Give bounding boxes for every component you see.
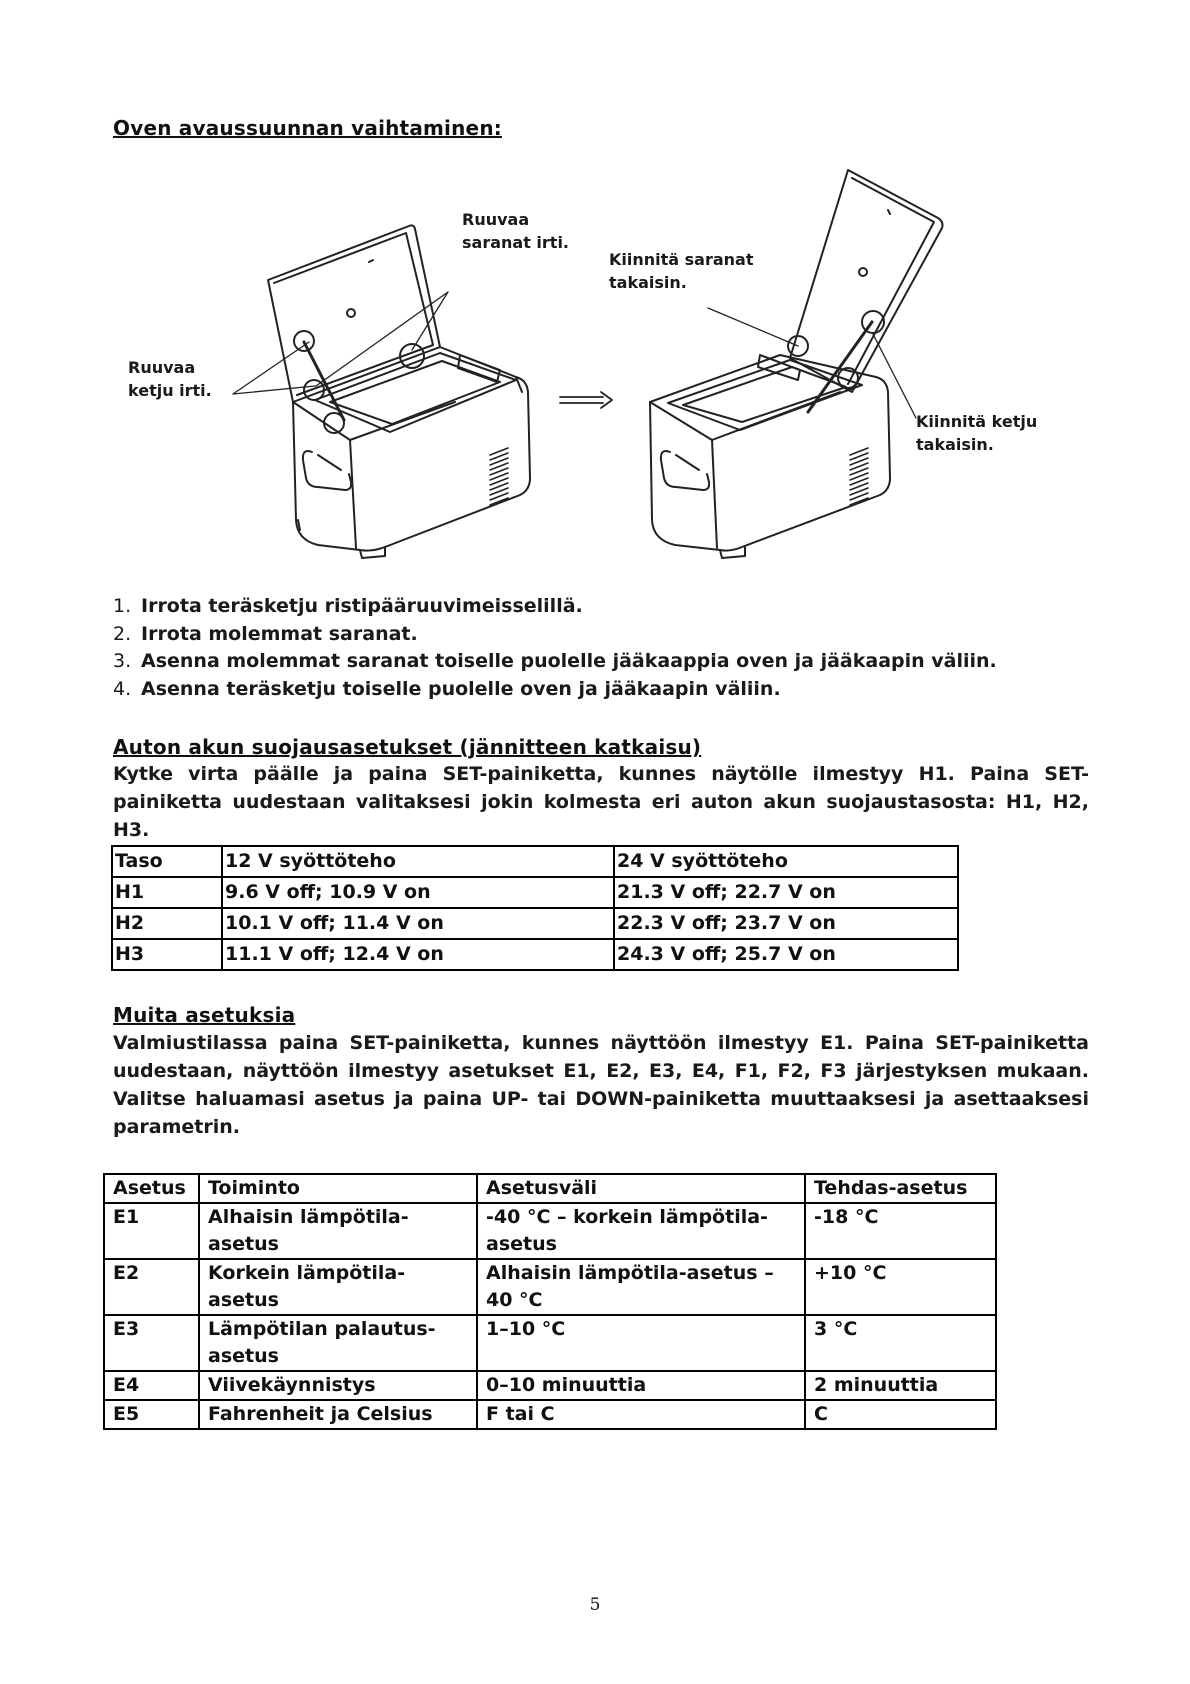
table-row [112,877,958,908]
table-cell: Fahrenheit ja Celsius [199,1400,477,1429]
battery-protection-paragraph: Kytke virta päälle ja paina SET-painiketta, kunnes näytölle ilmestyy H1. Paina SET-painiketta uudestaan valitaksesi jokin kolmesta eri auton akun suojaustasosta: H1, H2, H3. [113,763,1089,841]
table-cell: F tai C [477,1400,805,1429]
cooler-diagram [0,0,1190,570]
table-cell: 10.1 V off; 11.4 V on [222,908,614,939]
section-heading-other-settings: Muita asetuksia [113,1003,296,1027]
arrow-icon [560,392,612,408]
table-cell: H2 [112,908,222,939]
table-row [112,908,958,939]
table-row [104,1371,996,1400]
table-cell: -18 °C [805,1203,996,1259]
cooler-before-illustration [268,225,530,558]
table-cell: 21.3 V off; 22.7 V on [614,877,958,908]
table-header-row [112,846,958,877]
table-cell: 22.3 V off; 23.7 V on [614,908,958,939]
list-item: 2. Irrota molemmat saranat. [113,622,418,645]
table-cell: 9.6 V off; 10.9 V on [222,877,614,908]
table-cell: Alhaisin lämpötila-asetus – 40 °C [477,1259,805,1315]
table-header-cell: 24 V syöttöteho [614,846,958,877]
section-heading-battery-protection: Auton akun suojausasetukset (jännitteen katkaisu) [113,735,702,759]
battery-protection-table [111,845,959,971]
table-header-cell: Toiminto [199,1174,477,1203]
page-number: 5 [589,1595,601,1615]
table-cell: E1 [104,1203,199,1259]
section-heading-door-direction: Oven avaussuunnan vaihtaminen: [113,116,502,140]
table-cell: H3 [112,939,222,970]
table-row [112,939,958,970]
table-cell: E2 [104,1259,199,1315]
table-cell: H1 [112,877,222,908]
table-header-cell: Taso [112,846,222,877]
label-unscrew-hinges: Ruuvaa saranat irti. [462,210,569,252]
table-cell: E5 [104,1400,199,1429]
table-cell: 24.3 V off; 25.7 V on [614,939,958,970]
label-unscrew-chain: Ruuvaa ketju irti. [128,358,212,400]
table-cell: +10 °C [805,1259,996,1315]
table-cell: 3 °C [805,1315,996,1371]
table-cell: Alhaisin lämpötila-asetus [199,1203,477,1259]
table-cell: E3 [104,1315,199,1371]
table-row [104,1203,996,1259]
table-cell: Lämpötilan palautus-asetus [199,1315,477,1371]
table-cell: 2 minuuttia [805,1371,996,1400]
table-row [104,1315,996,1371]
table-header-row [104,1174,996,1203]
table-header-cell: Asetusväli [477,1174,805,1203]
settings-table [103,1173,997,1430]
table-cell: Korkein lämpötila-asetus [199,1259,477,1315]
list-item: 1. Irrota teräsketju ristipääruuvimeisselillä. [113,595,583,617]
table-header-cell: Asetus [104,1174,199,1203]
cooler-after-illustration [650,170,943,558]
table-cell: 11.1 V off; 12.4 V on [222,939,614,970]
table-row [104,1400,996,1429]
label-attach-hinges: Kiinnitä saranat takaisin. [609,250,754,292]
list-item: 3. Asenna molemmat saranat toiselle puolelle jääkaappia oven ja jääkaapin väliin. [113,650,997,672]
table-row [104,1259,996,1315]
table-cell: Viivekäynnistys [199,1371,477,1400]
table-cell: C [805,1400,996,1429]
label-attach-chain: Kiinnitä ketju takaisin. [916,412,1038,454]
table-cell: 0–10 minuuttia [477,1371,805,1400]
table-header-cell: 12 V syöttöteho [222,846,614,877]
table-header-cell: Tehdas-asetus [805,1174,996,1203]
table-cell: E4 [104,1371,199,1400]
table-cell: 1–10 °C [477,1315,805,1371]
other-settings-paragraph: Valmiustilassa paina SET-painiketta, kunnes näyttöön ilmestyy E1. Paina SET-painiketta uudestaan, näyttöön ilmestyy asetukset E1, E2, E3, E4, F1, F2, F3 järjestyksen mukaan. Valitse haluamasi asetus ja paina UP- tai DOWN-painiketta muuttaaksesi ja asettaaksesi parametrin. [113,1032,1089,1138]
list-item: 4. Asenna teräsketju toiselle puolelle oven ja jääkaapin väliin. [113,677,781,700]
table-cell: -40 °C – korkein lämpötila-asetus [477,1203,805,1259]
steps-list [113,593,997,703]
